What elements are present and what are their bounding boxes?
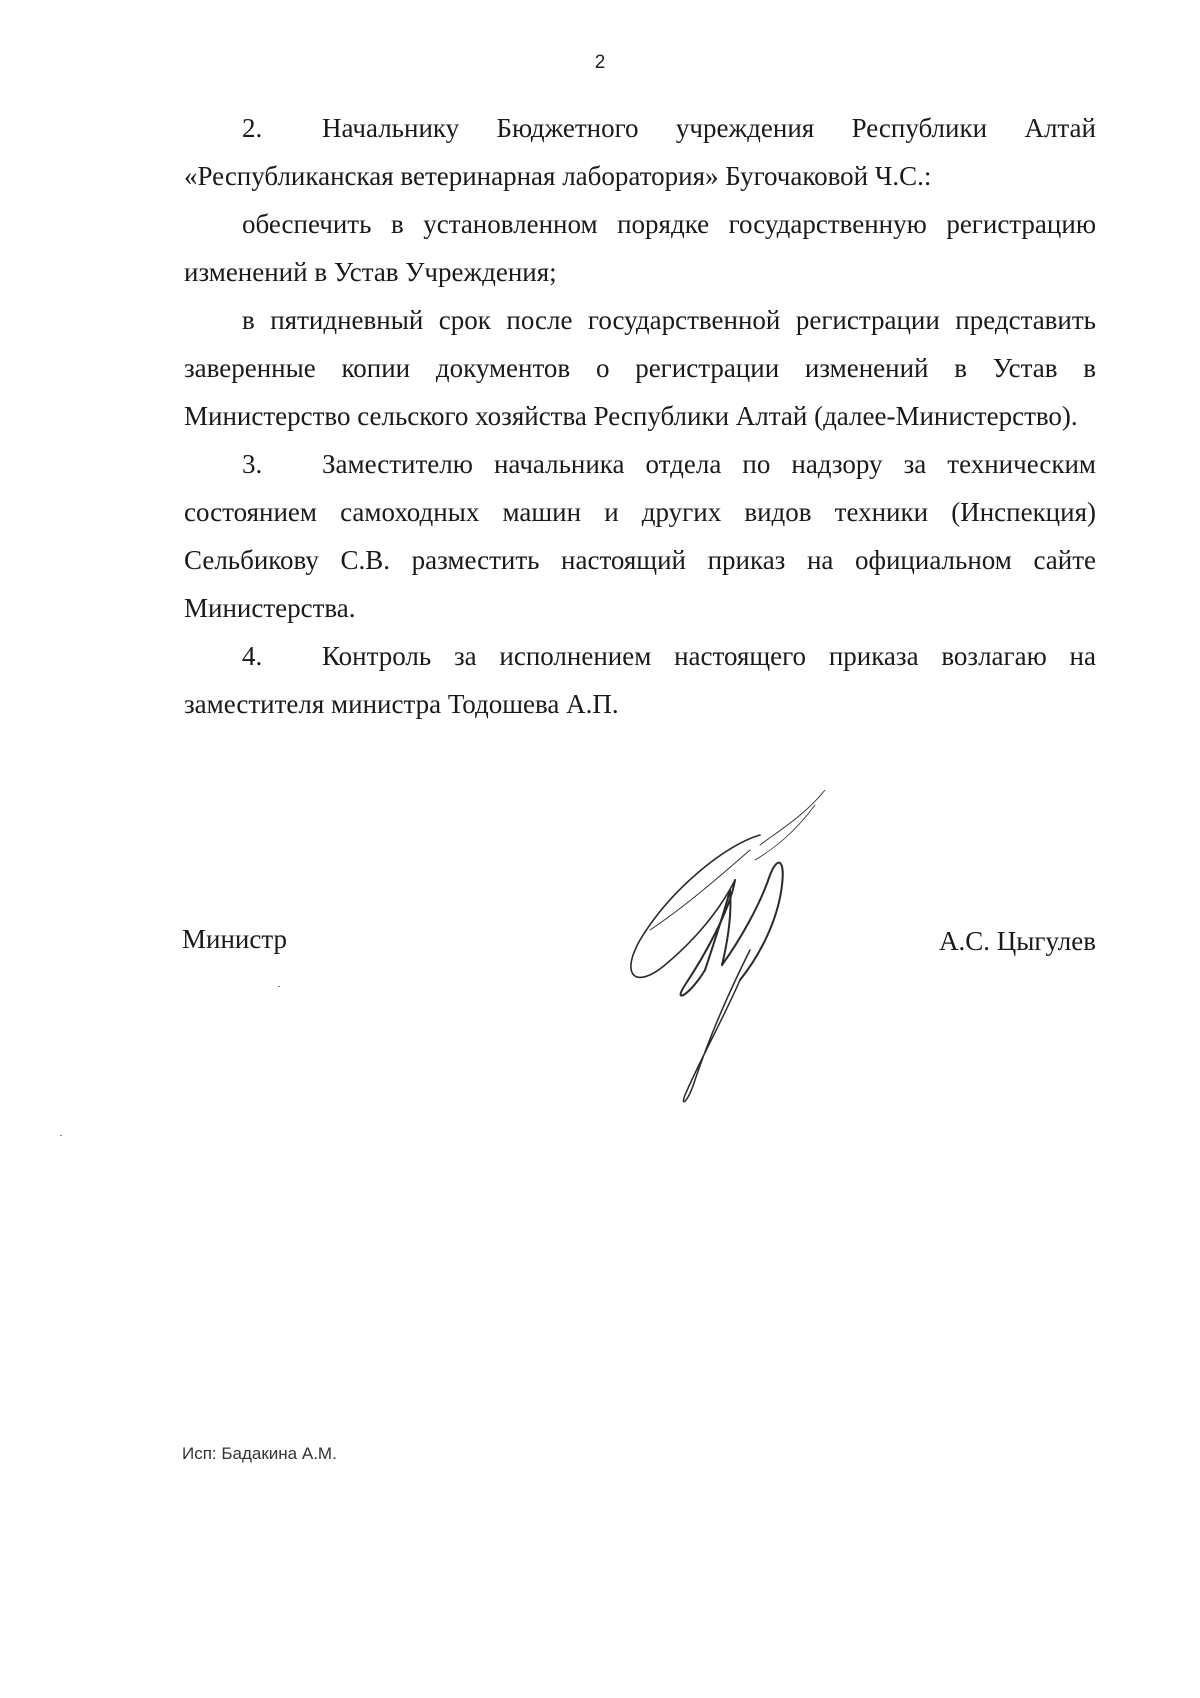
scan-speck [278,986,280,987]
paragraph-3-text: Заместителю начальника отдела по надзору за техническим состоянием самоходных машин и других видов техники (Инспекция) Сельбикову С.В. разместить настоящий приказ на официальном сайте Министерства. [184,449,1096,623]
item-number-2: 2. [242,113,263,143]
item-number-3: 3. [242,449,263,479]
document-body [184,104,1096,728]
executor-note: Исп: Бадакина А.М. [182,1444,337,1463]
paragraph-2a: обеспечить в установленном порядке государственную регистрацию изменений в Устав Учреждения; [184,209,1096,287]
paragraph-4 [184,632,1096,728]
paragraph-2 [184,104,1096,200]
handwritten-signature [610,790,910,1110]
paragraph-2b: в пятидневный срок после государственной регистрации представить заверенные копии документов о регистрации изменений в Устав в Министерство сельского хозяйства Республики Алтай (далее-Министерство). [184,305,1096,431]
scan-speck [60,1135,62,1136]
page-number: 2 [594,52,606,73]
paragraph-3 [184,440,1096,632]
signatory-title: Министр [182,924,287,954]
paragraph-4-text: Контроль за исполнением настоящего приказа возлагаю на заместителя министра Тодошева А.П. [184,641,1096,719]
item-number-4: 4. [242,641,263,671]
signatory-name: А.С. Цыгулев [939,926,1096,956]
paragraph-2-text: Начальнику Бюджетного учреждения Республики Алтай «Республиканская ветеринарная лаборатория» Бугочаковой Ч.С.: [184,113,1096,191]
